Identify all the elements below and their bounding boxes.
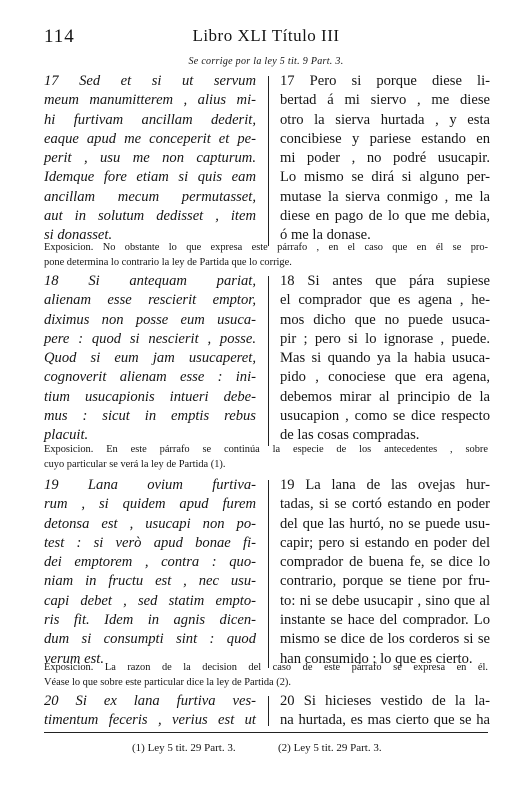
- spanish-line: mi poder , no podré usucapir.: [280, 150, 490, 167]
- spanish-line: el comprador que es agena , he-: [280, 292, 490, 309]
- latin-line: capi debet , sed statim empto-: [44, 592, 256, 609]
- spanish-line: de las cosas compradas.: [280, 427, 420, 444]
- section-19: [44, 476, 488, 674]
- section-20: [44, 692, 488, 732]
- spanish-line: usucapion , como se dice respecto: [280, 408, 490, 425]
- latin-column: [44, 692, 256, 731]
- column-divider: [268, 276, 269, 446]
- spanish-line: diese en pago de lo que me debia,: [280, 208, 490, 225]
- exposicion-line: Véase lo que sobre este particular dice la ley de Partida (2).: [44, 677, 291, 688]
- latin-line: pere : quod si nescierit , posse.: [44, 330, 256, 347]
- latin-line: diximus non posse eum usuca-: [44, 311, 256, 328]
- spanish-line: debemos mirar al principio de la: [280, 388, 490, 405]
- latin-line: dei emptorem , contra : quo-: [44, 554, 256, 571]
- latin-line: test : si verò apud bonae fi-: [44, 534, 256, 551]
- spanish-column: [280, 476, 490, 669]
- spanish-line: ó me la donase.: [280, 227, 371, 244]
- latin-line: mus : sicut in emptis rebus: [44, 408, 256, 425]
- latin-line: 17 Sed et si ut servum: [44, 73, 256, 89]
- footnote-rule: [44, 732, 488, 733]
- latin-line: tium usucapionis intueri debe-: [44, 388, 256, 405]
- running-title: Libro XLI Título III: [192, 26, 340, 45]
- exposicion-line: Exposicion. No obstante lo que expresa este párrafo , en el caso que en él se pro-: [44, 242, 488, 253]
- exposicion-line: Exposicion. La razon de la decision del caso de este párrafo se expresa en él.: [44, 662, 488, 673]
- exposicion-line: cuyo particular se verá la ley de Partida (1).: [44, 459, 226, 470]
- latin-line: hi furtivam ancillam dederit,: [44, 111, 256, 128]
- spanish-line: mismo se dice de los corderos si se: [280, 631, 490, 648]
- spanish-column: [280, 72, 490, 246]
- spanish-line: instante se hace del comprador. Lo: [280, 612, 490, 629]
- spanish-line: bertad á mi siervo , me diese: [280, 92, 490, 109]
- latin-line: niam in fructu est , nec usu-: [44, 573, 256, 590]
- spanish-line: 20 Si hicieses vestido de la la-: [280, 693, 490, 709]
- column-divider: [268, 696, 269, 726]
- latin-line: ancillam mecum permutasset,: [44, 188, 256, 205]
- spanish-line: concibiese y pariese estando en: [280, 130, 490, 147]
- latin-line: aut in solutum dedisset , item: [44, 208, 256, 225]
- spanish-line: na hurtada, es mas cierto que se ha: [280, 712, 490, 729]
- latin-line: cognoverit alienam esse : ini-: [44, 369, 256, 386]
- latin-line: alienam esse rescierit emptor,: [44, 292, 256, 309]
- latin-line: ris fit. Idem in agnis dicen-: [44, 612, 256, 629]
- latin-line: eaque apud me conceperit et pe-: [44, 130, 256, 147]
- spanish-line: pido , conociese que era agena,: [280, 369, 490, 386]
- column-divider: [268, 480, 269, 668]
- spanish-line: mutase la sierva conmigo , me la: [280, 188, 490, 205]
- latin-line: dum si consumpti sint : quod: [44, 631, 256, 648]
- latin-line: 18 Si antequam pariat,: [44, 273, 256, 289]
- exposicion-line: Exposicion. En este párrafo se continúa la especie de los antecedentes , sobre: [44, 444, 488, 455]
- latin-line: 20 Si ex lana furtiva ves-: [44, 693, 256, 709]
- spanish-line: pir ; pero si lo ignorase , puede.: [280, 330, 490, 347]
- spanish-line: del que las hurtó, no se puede usu-: [280, 515, 490, 532]
- page-number: 114: [44, 26, 75, 47]
- section-18: [44, 272, 488, 452]
- latin-line: 19 Lana ovium furtiva-: [44, 477, 256, 493]
- latin-line: si donasset.: [44, 227, 113, 244]
- spanish-line: han consumido : lo que es cierto.: [280, 650, 473, 667]
- spanish-column: [280, 692, 490, 731]
- exposicion-18: [44, 442, 488, 472]
- spanish-line: 18 Si antes que pára supiese: [280, 273, 490, 289]
- spanish-line: 17 Pero si porque diese li-: [280, 73, 490, 89]
- column-divider: [268, 76, 269, 246]
- footnote-1: (1) Ley 5 tit. 29 Part. 3.: [132, 742, 236, 754]
- latin-column: [44, 476, 256, 669]
- correction-note: Se corrige por la ley 5 tit. 9 Part. 3.: [188, 56, 344, 67]
- latin-line: placuit.: [44, 427, 89, 444]
- latin-line: Idemque fore etiam si quis eam: [44, 169, 256, 186]
- latin-line: Quod si eum jam usucaperet,: [44, 350, 256, 367]
- running-head: [44, 26, 488, 50]
- latin-line: perit , usu me non capturum.: [44, 150, 256, 167]
- spanish-line: tadas, si se cortó estando en poder: [280, 496, 490, 513]
- spanish-line: Lo mismo se dirá si alguno per-: [280, 169, 490, 186]
- spanish-line: to: ni se debe usucapir , sino que al: [280, 592, 490, 609]
- footnote-2: (2) Ley 5 tit. 29 Part. 3.: [278, 742, 382, 754]
- latin-line: verum est.: [44, 650, 104, 667]
- spanish-line: capir; pero si estando en poder del: [280, 534, 490, 551]
- spanish-line: Mas si quando ya la habia usuca-: [280, 350, 490, 367]
- latin-column: [44, 272, 256, 446]
- exposicion-17: [44, 240, 488, 270]
- latin-line: meum manumitterem , alius mi-: [44, 92, 256, 109]
- latin-column: [44, 72, 256, 246]
- exposicion-19: [44, 660, 488, 690]
- spanish-line: mos dicho que no puede usuca-: [280, 311, 490, 328]
- spanish-column: [280, 272, 490, 446]
- latin-line: rum , si quidem apud furem: [44, 496, 256, 513]
- latin-line: detonsa est , usucapi non po-: [44, 515, 256, 532]
- spanish-line: comprador de buena fe, se dice lo: [280, 554, 490, 571]
- spanish-line: contrario, porque se tiene por fru-: [280, 573, 490, 590]
- latin-line: timentum feceris , verius est ut: [44, 712, 256, 729]
- spanish-line: 19 La lana de las ovejas hur-: [280, 477, 490, 493]
- spanish-line: otro la sierva hurtada , y esta: [280, 111, 490, 128]
- exposicion-line: pone determina lo contrario la ley de Partida que lo corrige.: [44, 257, 292, 268]
- section-17: [44, 72, 488, 252]
